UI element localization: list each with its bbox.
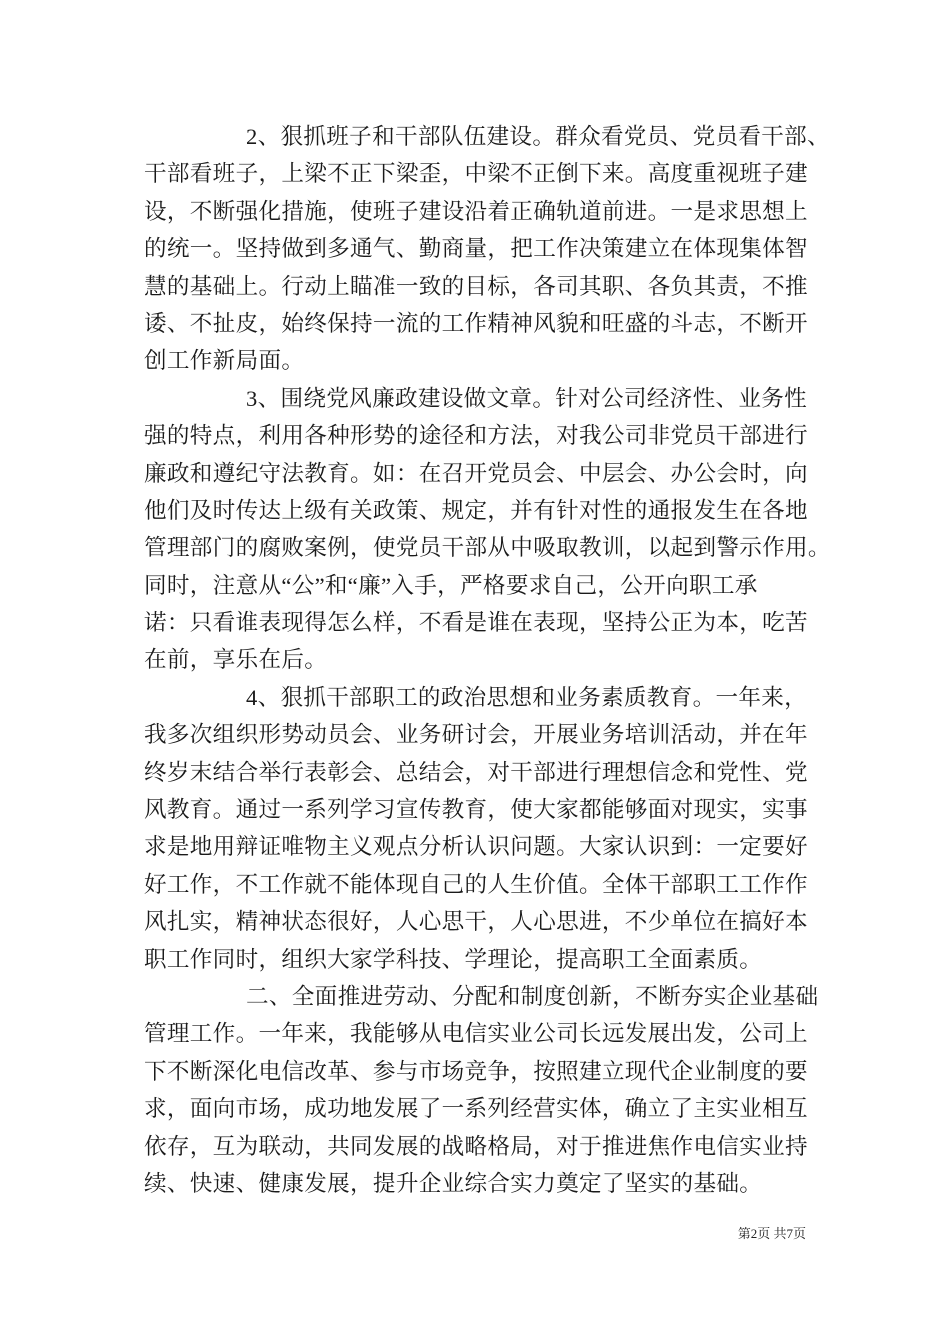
text-line: 求是地用辩证唯物主义观点分析认识问题。大家认识到：一定要好 xyxy=(144,834,808,860)
page-number: 第2页 共7页 xyxy=(737,1226,806,1241)
text-line: 风教育。通过一系列学习宣传教育，使大家都能够面对现实，实事 xyxy=(144,797,808,823)
text-line: 终岁末结合举行表彰会、总结会，对干部进行理想信念和党性、党 xyxy=(144,759,808,785)
text-line: 下不断深化电信改革、参与市场竞争，按照建立现代企业制度的要 xyxy=(144,1058,808,1084)
text-line: 依存，互为联动，共同发展的战略格局，对于推进焦作电信实业持 xyxy=(144,1133,808,1159)
text-line: 二、全面推进劳动、分配和制度创新，不断夯实企业基础 xyxy=(246,983,819,1009)
text-line: 管理部门的腐败案例，使党员干部从中吸取教训，以起到警示作用。 xyxy=(144,535,831,561)
text-line: 风扎实，精神状态很好，人心思干，人心思进，不少单位在搞好本 xyxy=(144,909,808,935)
text-line: 他们及时传达上级有关政策、规定，并有针对性的通报发生在各地 xyxy=(144,497,808,523)
paragraph xyxy=(144,118,830,380)
text-line: 管理工作。一年来，我能够从电信实业公司长远发展出发，公司上 xyxy=(144,1021,808,1047)
text-line: 的统一。坚持做到多通气、勤商量，把工作决策建立在体现集体智 xyxy=(144,236,808,262)
text-line: 3、围绕党风廉政建设做文章。针对公司经济性、业务性 xyxy=(246,385,808,411)
text-line: 职工作同时，组织大家学科技、学理论，提高职工全面素质。 xyxy=(144,946,763,972)
document-body xyxy=(144,118,831,1202)
paragraph xyxy=(144,978,824,1202)
text-line: 求，面向市场，成功地发展了一系列经营实体，确立了主实业相互 xyxy=(144,1096,808,1122)
text-line: 干部看班子，上梁不正下梁歪，中梁不正倒下来。高度重视班子建 xyxy=(144,161,808,187)
text-line: 诿、不扯皮，始终保持一流的工作精神风貌和旺盛的斗志，不断开 xyxy=(144,310,808,336)
text-line: 同时，注意从“公”和“廉”入手，严格要求自己，公开向职工承 xyxy=(144,572,758,598)
text-line: 我多次组织形势动员会、业务研讨会，开展业务培训活动，并在年 xyxy=(144,722,808,748)
paragraph xyxy=(144,679,824,978)
text-line: 4、狠抓干部职工的政治思想和业务素质教育。一年来， xyxy=(246,684,808,710)
text-line: 强的特点，利用各种形势的途径和方法，对我公司非党员干部进行 xyxy=(144,423,808,449)
text-line: 2、狠抓班子和干部队伍建设。群众看党员、党员看干部、 xyxy=(246,124,830,149)
text-line: 创工作新局面。 xyxy=(144,348,305,374)
text-line: 诺：只看谁表现得怎么样，不看是谁在表现，坚持公正为本，吃苦 xyxy=(144,610,808,636)
text-line: 廉政和遵纪守法教育。如：在召开党员会、中层会、办公会时，向 xyxy=(144,460,808,486)
text-line: 续、快速、健康发展，提升企业综合实力奠定了坚实的基础。 xyxy=(144,1170,763,1196)
text-line: 在前，享乐在后。 xyxy=(144,647,328,673)
text-line: 好工作，不工作就不能体现自己的人生价值。全体干部职工工作作 xyxy=(144,871,808,897)
text-line: 设，不断强化措施，使班子建设沿着正确轨道前进。一是求思想上 xyxy=(144,198,808,224)
paragraph xyxy=(144,380,831,679)
text-line: 慧的基础上。行动上瞄准一致的目标，各司其职、各负其责，不推 xyxy=(144,273,808,299)
